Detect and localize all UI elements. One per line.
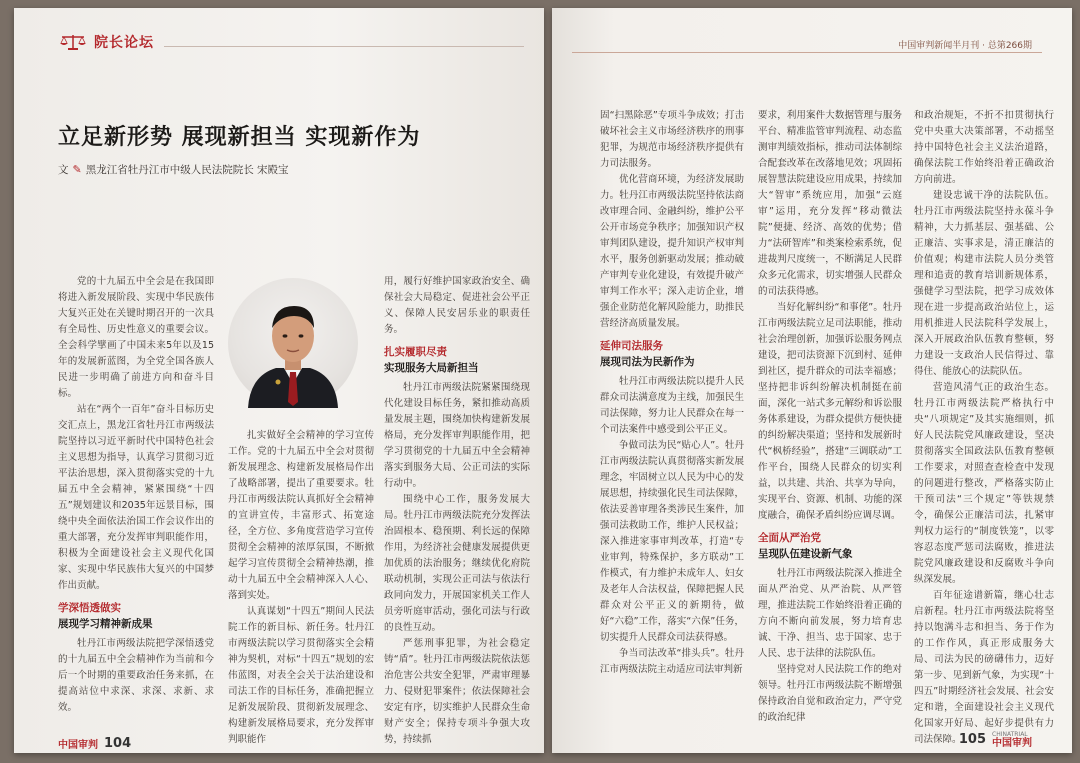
subheading	[758, 530, 902, 562]
magazine-logo	[992, 730, 1032, 748]
paragraph: 扎实做好全会精神的学习宣传工作。党的十九届五中全会对贯彻新发展理念、构建新发展格局作出了战略部署，提出了重要要求。牡丹江市两级法院认真抓好全会精神的宣讲宣传，丰富形式、拓宽途径，全方位、多角度营造学习宣传贯彻全会精神的浓厚氛围，不断掀起学习宣传贯彻全会精神热潮，推动十九届五中全会精神深入人心、落到实处。	[228, 430, 374, 601]
magazine-page-left	[14, 8, 544, 753]
paragraph: 用，履行好维护国家政治安全、确保社会大局稳定、促进社会公平正义、保障人民安居乐业的职责任务。	[384, 276, 530, 335]
subheading	[58, 600, 214, 632]
header-rule	[164, 46, 524, 47]
paragraph: 牡丹江市两级法院以提升人民群众司法满意度为主线，加强民生司法保障，努力让人民群众在每一个司法案件中感受到公平正义。	[600, 376, 744, 435]
paragraph: 百年征途谱新篇，继心壮志启新程。牡丹江市两级法院将坚持以饱满斗志和担当、务于作为的工作作风，真正形成服务大局、司法为民的磅礴伟力，迈好第一步、见到新气象，为实现“十四五”时期经济社会发展、社会安定和谐，全面建设社会主义现代化国家开好局、起好步提供有力司法保障。	[914, 590, 1054, 745]
byline-author: 黑龙江省牡丹江市中级人民法院院长 宋殿宝	[85, 164, 289, 176]
subheading-line-2: 呈现队伍建设新气象	[758, 548, 853, 560]
page-number: 105	[958, 731, 986, 747]
subheading-line-1: 延伸司法服务	[600, 340, 663, 352]
column-1	[58, 274, 214, 716]
paragraph: 争做司法为民“贴心人”。牡丹江市两级法院认真贯彻落实新发展理念，牢固树立以人民为中心的发展思想，持续强化民生司法保障，依法妥善审理各类涉民生案件，加强司法救助工作，维护人民权益；深入推进家事审判改革，打造“专业审判，特殊保护，多方联动”工作模式，有力维护未成年人、妇女及老年人合法权益，保障把握人民群众对公平正义的新期待，做好“六稳”工作，落实“六保”任务，切实提升人民群众司法获得感。	[600, 440, 744, 643]
subheading-line-1: 扎实履职尽责	[384, 346, 447, 358]
page-footer	[959, 730, 1032, 748]
column-2	[758, 108, 902, 723]
subheading-line-1: 学深悟透做实	[58, 602, 121, 614]
paragraph: 当好化解纠纷“和事佬”。牡丹江市两级法院立足司法职能，推动社会治理创新，加强诉讼服务网点建设，把司法资源下沉到村、延伸到社区，提升群众的司法幸福感；坚持把非诉纠纷解决机制挺在前面，深化一站式多元解纷和诉讼服务体系建设，为群众提供方便快捷的纠纷解决渠道；坚持和发展新时代“枫桥经验”，搭建“三调联动”工作平台，围绕人民群众的切实利益，以共建、共治、共享为导向，实现平台、资源、机制、功能的深度融合，确保矛盾纠纷应调尽调。	[758, 302, 902, 521]
paragraph: 营造风清气正的政治生态。牡丹江市两级法院严格执行中央“八项规定”及其实施细则，抓好人民法院党风廉政建设，坚决贯彻落实全国政法队伍教育整顿工作要求，对照查查检查中发现的问题进行整改，严格落实防止干预司法“三个规定”等铁规禁令，确保公正廉洁司法，扎紧审判权力运行的“制度铁笼”，以零容忍态度严惩司法腐败，推进法院党风廉政建设和反腐败斗争向纵深发展。	[914, 382, 1054, 585]
header-rule	[572, 52, 1042, 53]
paragraph: 围绕中心工作，服务发展大局。牡丹江市两级法院充分发挥法治固根本、稳预期、利长远的保障作用，为经济社会健康发展提供更加优质的法治服务；继续优化府院联动机制，实现公正司法与依法行政同向发力，开展国家机关工作人员旁听庭审活动，强化司法与行政的良性互动。	[384, 494, 530, 633]
paragraph: 坚持党对人民法院工作的绝对领导。牡丹江市两级法院不断增强保持政治自觉和政治定力，严守党的政治纪律	[758, 664, 902, 723]
paragraph: 严惩刑事犯罪，为社会稳定铸“盾”。牡丹江市两级法院依法惩治危害公共安全犯罪，严肃审理暴力、侵财犯罪案件；依法保障社会安定有序，切实维护人民群众生命财产安全；保持专项斗争强大攻势，持续抓	[384, 638, 530, 745]
section-tag	[58, 32, 154, 52]
subheading-line-2: 展现学习精神新成果	[58, 618, 153, 630]
magazine-brand-en: CHINATRIAL	[992, 731, 1028, 738]
paragraph: 党的十九届五中全会是在我国即将进入新发展阶段、实现中华民族伟大复兴正处在关键时期召开的一次具有全局性、历史性意义的重要会议。全会科学擘画了中国未来5年以及15年的发展新蓝图，为全党全国各族人民进一步明确了前进方向和奋斗目标。	[58, 276, 214, 399]
magazine-page-right	[552, 8, 1072, 753]
paragraph: 站在“两个一百年”奋斗目标历史交汇点上，黑龙江省牡丹江市两级法院坚持以习近平新时代中国特色社会主义思想为指导，认真学习贯彻习近平法治思想，深入贯彻落实党的十九届五中全会精神，紧紧围绕“十四五”规划建议和2035年远景目标，围绕中央全面依法治国工作会议作出的重大部署，充分发挥审判职能作用，积极为全面建设社会主义现代化国家、实现中华民族伟大复兴的中国梦作出贡献。	[58, 404, 214, 591]
paragraph: 争当司法改革“排头兵”。牡丹江市两级法院主动适应司法审判新	[600, 648, 744, 675]
byline	[58, 162, 289, 177]
paragraph: 牡丹江市两级法院把学深悟透党的十九届五中全会精神作为当前和今后一个时期的重要政治任务来抓，在提高站位中求深、求深、求新、求效。	[58, 638, 214, 713]
column-2	[228, 428, 374, 745]
column-1	[600, 108, 744, 678]
paragraph: 认真谋划“十四五”期间人民法院工作的新目标、新任务。牡丹江市两级法院以学习贯彻落实全会精神为契机，对标“十四五”规划的宏伟蓝图，对表全会关于法治建设和司法工作的目标任务，准确把握立足新发展阶段、贯彻新发展理念、构建新发展格局要求，充分发挥审判职能作	[228, 606, 374, 745]
subheading-line-2: 实现服务大局新担当	[384, 362, 479, 374]
magazine-brand: 中国审判	[58, 740, 98, 751]
paragraph: 牡丹江市两级法院深入推进全面从严治党、从严治院、从严管理，推进法院工作始终沿着正确的方向不断向前发展，努力培育忠诚、干净、担当、忠于国家、忠于人民、忠于法律的法院队伍。	[758, 568, 902, 659]
column-3	[384, 274, 530, 745]
article-title: 立足新形势 展现新担当 实现新作为	[58, 125, 421, 150]
page-number: 104	[104, 736, 132, 751]
paragraph: 优化营商环境，为经济发展助力。牡丹江市两级法院坚持依法商改审理合同、金融纠纷，维护公平公开市场竞争秩序；加强知识产权审判团队建设，提升知识产权审判水平，服务创新驱动发展；推动破产审判专业化建设，有效提升破产审判工作水平；深入走访企业，增强企业防范化解风险能力，助推民营经济高质量发展。	[600, 174, 744, 329]
pen-icon: ✎	[72, 163, 82, 176]
paragraph: 固“扫黑除恶”专项斗争成效；打击破坏社会主义市场经济秩序的刑事犯罪，为规范市场经济秩序提供有力司法服务。	[600, 110, 744, 169]
paragraph: 牡丹江市两级法院紧紧围绕现代化建设目标任务，紧扣推动高质量发展主题，围绕加快构建新发展格局，充分发挥审判职能作用，把学习贯彻党的十九届五中全会精神落实到服务大局、公正司法的实际行动中。	[384, 382, 530, 489]
paragraph: 要求，利用案件大数据管理与服务平台、精准监管审判流程、动态监测审判绩效指标，推动司法体制综合配套改革在改落地见效；巩固拓展智慧法院建设应用成果，持续加大“智审”系统应用，加强“云庭审”运用，充分发挥“移动微法院”便捷、经济、高效的优势；借力“法研智库”和类案检索系统，促进裁判尺度统一，不断满足人民群众多元化需求，切实增强人民群众的司法获得感。	[758, 110, 902, 297]
byline-prefix: 文	[58, 164, 69, 176]
scales-of-justice-icon	[58, 33, 88, 51]
subheading-line-1: 全面从严治党	[758, 532, 821, 544]
magazine-brand: 中国审判	[992, 738, 1032, 749]
page-footer	[58, 736, 131, 751]
running-header: 中国审判新闻半月刊 · 总第266期	[898, 41, 1032, 51]
subheading	[384, 344, 530, 376]
paragraph: 和政治规矩，不折不扣贯彻执行党中央重大决策部署，不动摇坚持中国特色社会主义法治道路，确保法院工作始终沿着正确政治方向前进。	[914, 110, 1054, 185]
paragraph: 建设忠诚干净的法院队伍。牡丹江市两级法院坚持永葆斗争精神，大力抓基层、强基础、公正廉洁、实事求是，清正廉洁的价值观；构建市法院人员分类管理和追责的教育培训新规体系，强健学习型法院，把学习成效体现在进一步提高政治站位上，运用机推进人民法院科学发展上，深入开展政治队伍教育整顿，努力建设一支政治人民信得过、靠得住、能放心的法院队伍。	[914, 190, 1054, 377]
author-portrait	[228, 278, 358, 408]
section-tag-label: 院长论坛	[94, 35, 154, 51]
subheading-line-2: 展现司法为民新作为	[600, 356, 695, 368]
subheading	[600, 338, 744, 370]
